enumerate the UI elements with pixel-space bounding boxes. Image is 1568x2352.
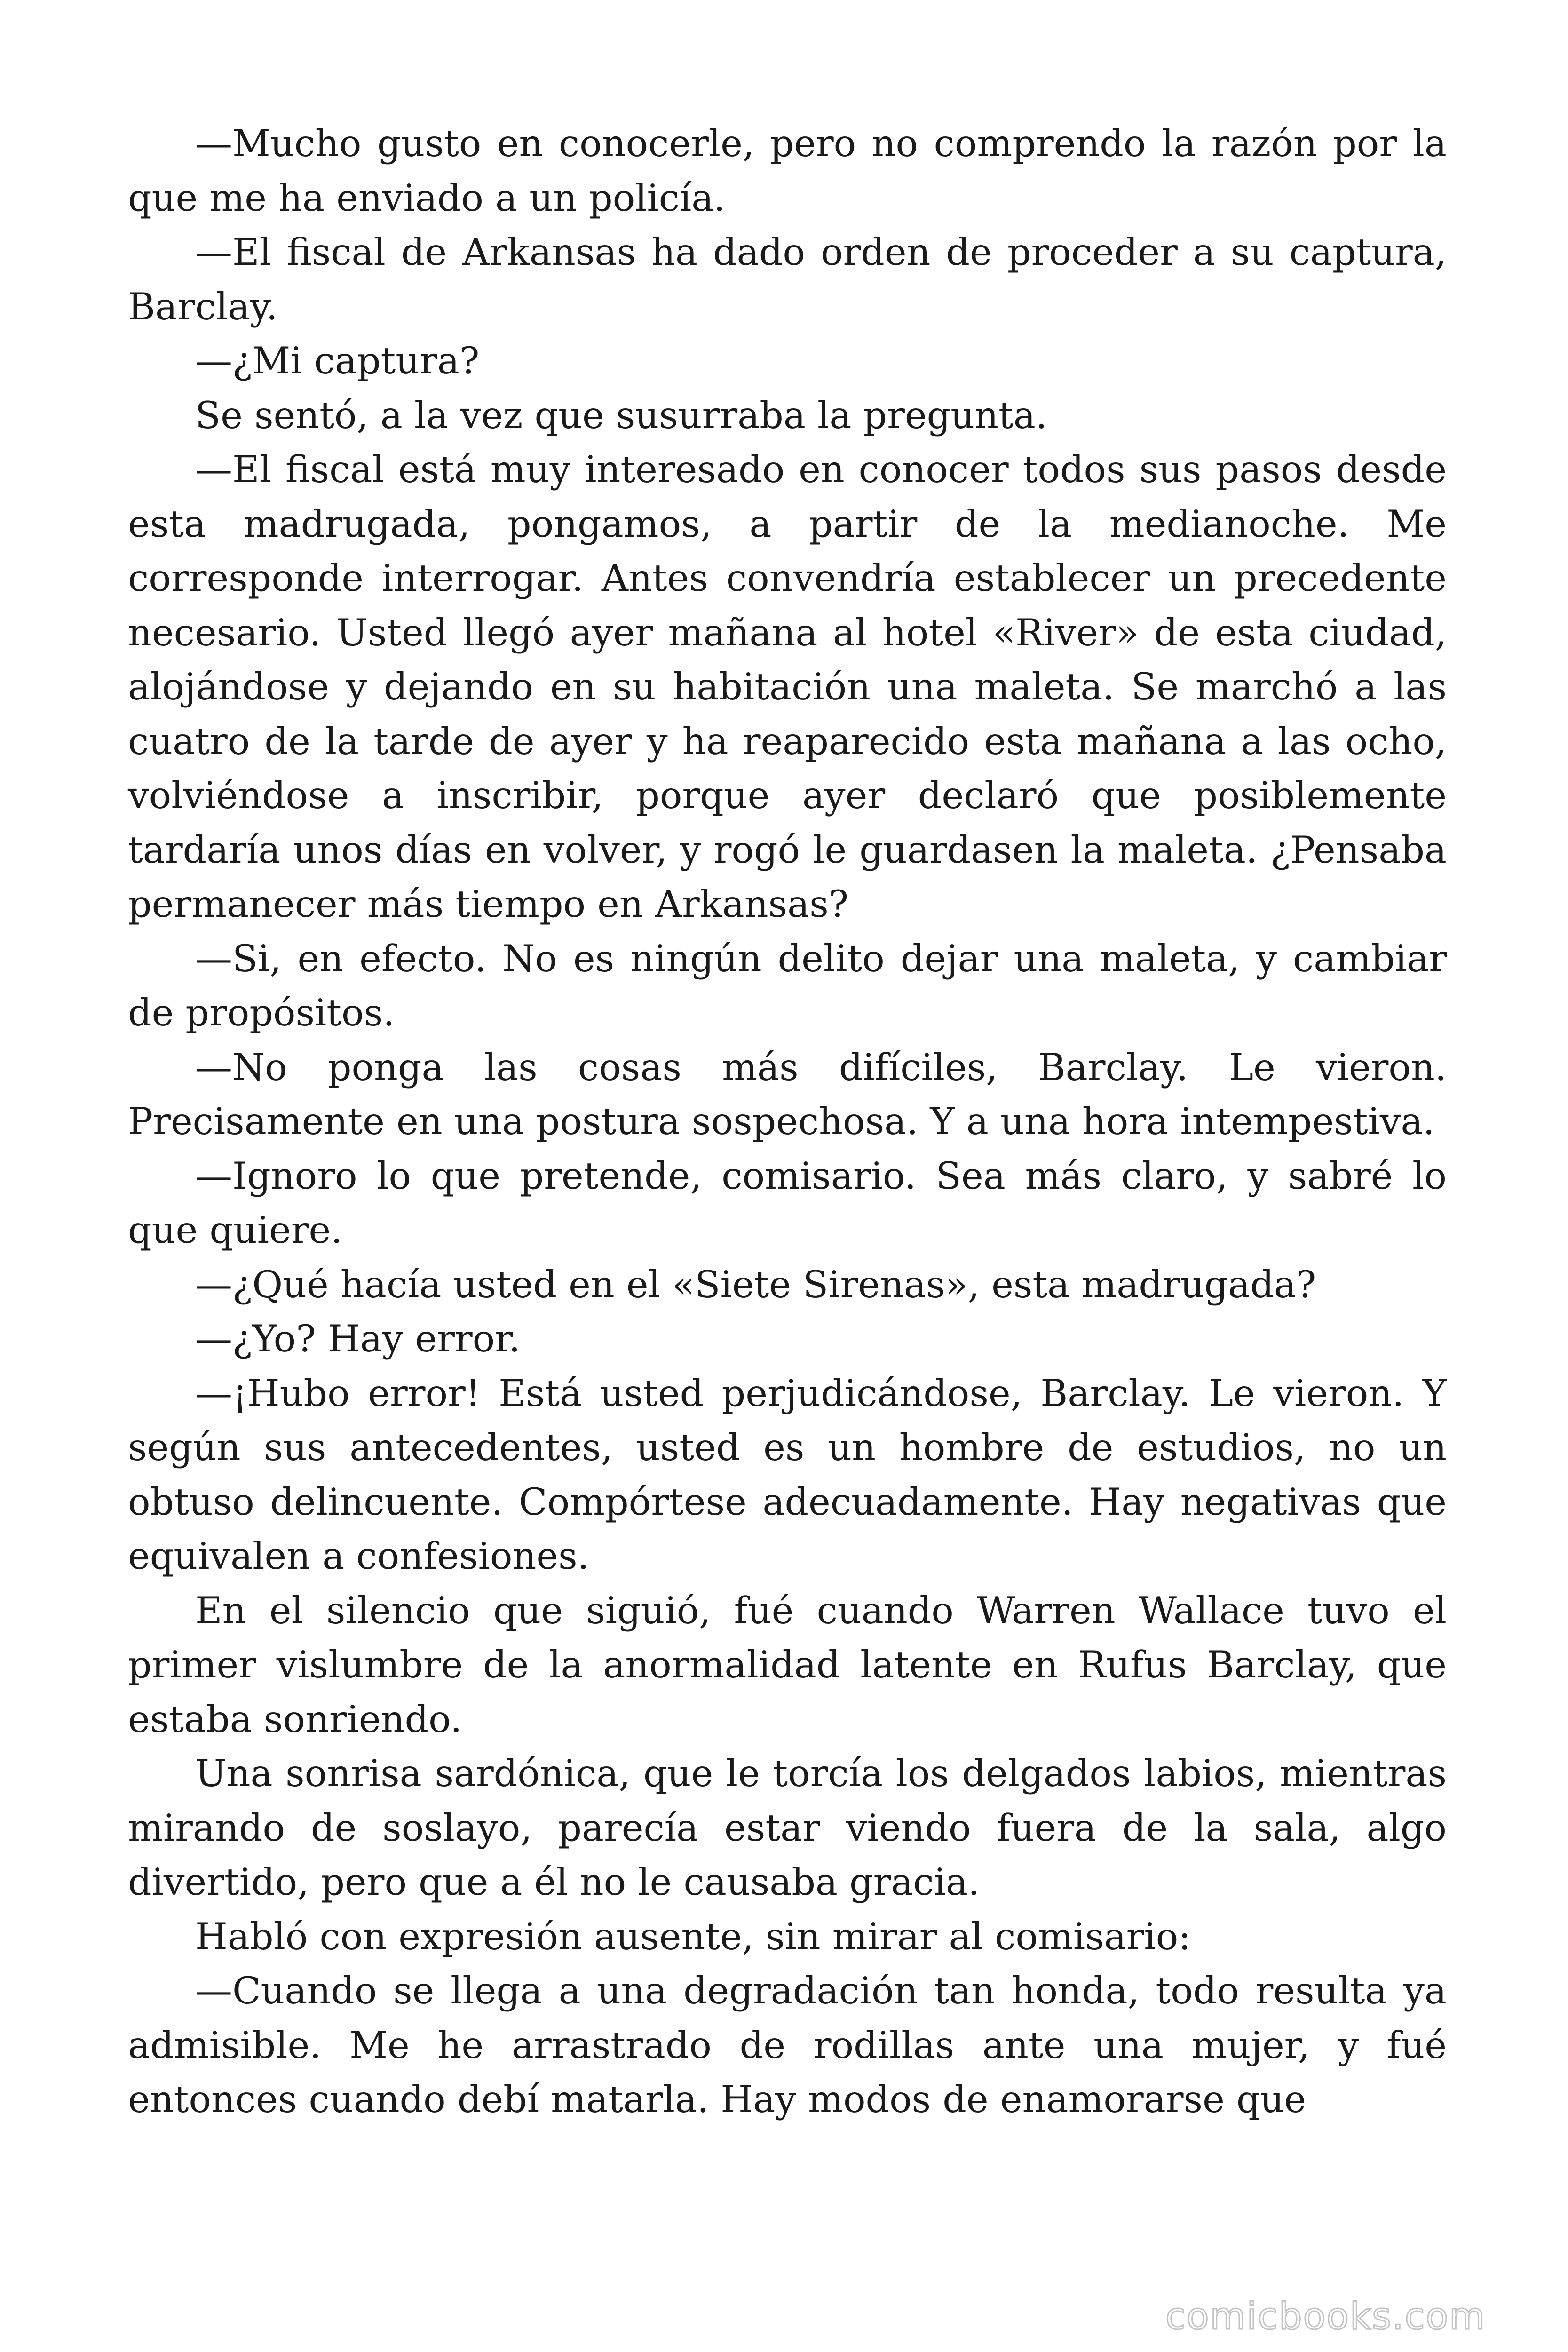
paragraph: —El fiscal está muy interesado en conocer todos sus pasos desde esta madrugada, pongamos, a partir de la medianoche. Me corresponde interrogar. Antes convendría establecer un precedente necesario. Usted llegó ayer mañana al hotel «River» de esta ciudad, alojándose y dejando en su habitación una maleta. Se marchó a las cuatro de la tarde de ayer y ha reaparecido esta mañana a las ocho, volviéndose a inscribir, porque ayer declaró que posiblemente tardaría unos días en volver, y rogó le guardasen la maleta. ¿Pensaba permanecer más tiempo en Arkansas?: [128, 448, 1447, 926]
paragraph: —¿Yo? Hay error.: [195, 1317, 521, 1360]
paragraph: —No ponga las cosas más difíciles, Barclay. Le vieron. Precisamente en una postura sospechosa. Y a una hora intempestiva.: [128, 1045, 1447, 1143]
paragraph: —Cuando se llega a una degradación tan honda, todo resulta ya admisible. Me he arrastrado de rodillas ante una mujer, y fué entonces cuando debí matarla. Hay modos de enamorarse que: [128, 1969, 1447, 2121]
paragraph: —Mucho gusto en conocerle, pero no comprendo la razón por la que me ha enviado a un policía.: [128, 122, 1447, 220]
paragraph: En el silencio que siguió, fué cuando Warren Wallace tuvo el primer vislumbre de la anormalidad latente en Rufus Barclay, que estaba sonriendo.: [128, 1589, 1447, 1741]
paragraph: —¿Qué hacía usted en el «Siete Sirenas», esta madrugada?: [195, 1263, 1316, 1306]
body-text: [128, 117, 1447, 2127]
paragraph: —¡Hubo error! Está usted perjudicándose, Barclay. Le vieron. Y según sus antecedentes, usted es un hombre de estudios, no un obtuso delincuente. Compórtese adecuadamente. Hay negativas que equivalen a confesiones.: [128, 1371, 1447, 1578]
paragraph: —¿Mi captura?: [195, 339, 480, 382]
paragraph: —Ignoro lo que pretende, comisario. Sea más claro, y sabré lo que quiere.: [128, 1154, 1447, 1252]
paragraph: Habló con expresión ausente, sin mirar al comisario:: [195, 1915, 1191, 1958]
paragraph: Una sonrisa sardónica, que le torcía los delgados labios, mientras mirando de soslayo, parecía estar viendo fuera de la sala, algo divertido, pero que a él no le causaba gracia.: [128, 1752, 1447, 1904]
paragraph: —El fiscal de Arkansas ha dado orden de proceder a su captura, Barclay.: [128, 230, 1447, 328]
paragraph: —Si, en efecto. No es ningún delito dejar una maleta, y cambiar de propósitos.: [128, 937, 1447, 1034]
paragraph: Se sentó, a la vez que susurraba la pregunta.: [195, 393, 1047, 437]
site-watermark: comicbooks.com: [1165, 2296, 1486, 2338]
